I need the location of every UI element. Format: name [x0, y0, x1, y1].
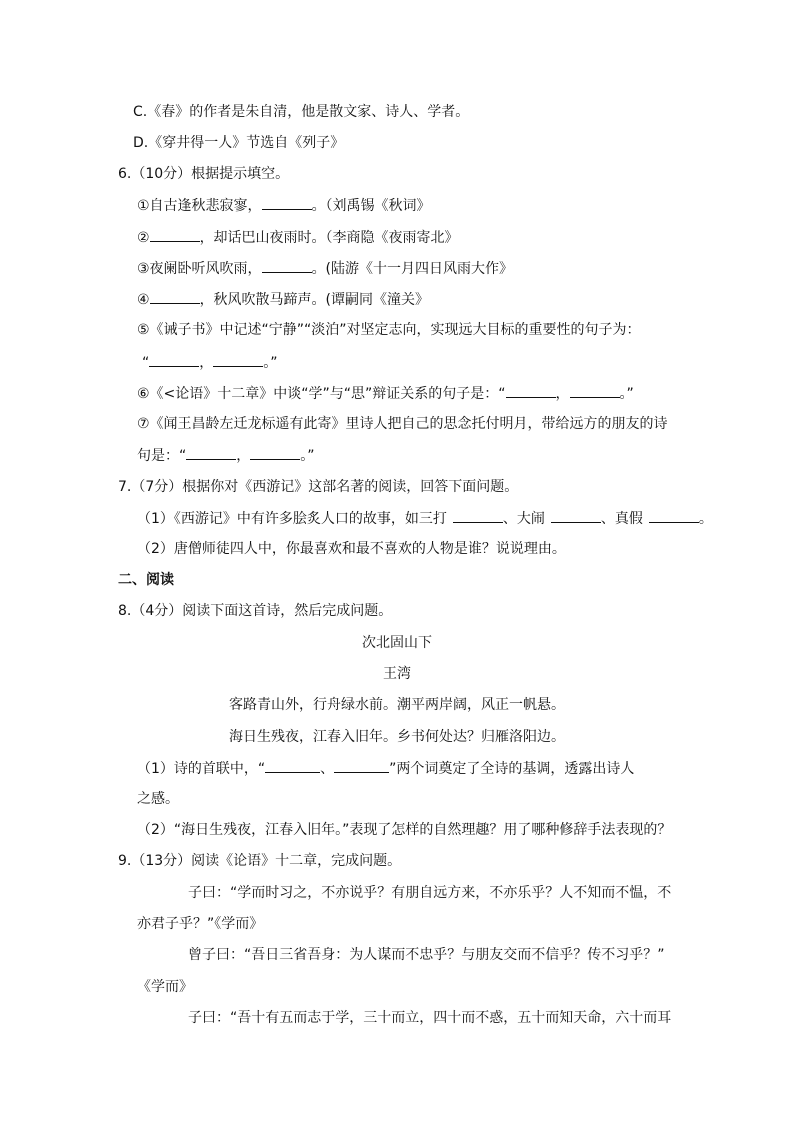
fill-blank[interactable] — [150, 227, 200, 242]
q6-item-4 — [137, 289, 429, 310]
q7-sub-2: （2）唐僧师徒四人中，你最喜欢和最不喜欢的人物是谁？说说理由。 — [137, 541, 566, 557]
q9-passage-1-line-1: 子曰：“学而时习之，不亦说乎？有朋自远方来，不亦乐乎？人不知而不愠，不 — [188, 885, 672, 901]
fill-blank[interactable] — [150, 289, 200, 304]
q8-sub-1-line-2: 之感。 — [137, 791, 179, 807]
q6-item-6-text: ⑥《<论语》十二章》中谈“学”与“思”辩证关系的句子是：“ — [137, 386, 506, 402]
q8-sub-1-text-a: （1）诗的首联中，“ — [137, 761, 266, 777]
fill-blank[interactable] — [551, 508, 601, 523]
comma: ， — [555, 386, 570, 402]
poem-line-2: 海日生残夜，江春入旧年。乡书何处达？归雁洛阳边。 — [229, 729, 565, 745]
quote-open: “ — [142, 355, 150, 371]
q8-sub-1-text-c: ”两个词奠定了全诗的基调，透露出诗人 — [389, 761, 635, 777]
fill-blank[interactable] — [265, 758, 320, 773]
fill-blank[interactable] — [453, 508, 503, 523]
fill-blank[interactable] — [506, 383, 556, 398]
q7-stem: 7.（7分）根据你对《西游记》这部名著的阅读，回答下面问题。 — [118, 479, 519, 495]
q8-sub-1-line-1 — [137, 758, 634, 779]
q9-passage-3-line-1: 子曰：“吾十有五而志于学，三十而立，四十而不惑，五十而知天命，六十而耳 — [188, 1010, 672, 1026]
q9-passage-1-line-2: 亦君子乎？”《学而》 — [137, 916, 264, 932]
q9-passage-2-line-1: 曾子曰：“吾日三省吾身：为人谋而不忠乎？与朋友交而不信乎？传不习乎？” — [188, 947, 665, 963]
quote-close: 。” — [619, 386, 634, 402]
q7-sub-1-text-c: 、真假 — [600, 511, 643, 527]
q6-item-1-text-a: ①自古逢秋悲寂寥， — [137, 198, 262, 214]
section-heading-reading: 二、阅读 — [118, 572, 174, 588]
q9-passage-2-line-2: 《学而》 — [137, 979, 193, 995]
q6-item-2-text-a: ② — [137, 230, 150, 246]
q6-item-3 — [137, 258, 513, 279]
q8-stem: 8.（4分）阅读下面这首诗，然后完成问题。 — [118, 603, 393, 619]
q6-item-2-text-b: ，却话巴山夜雨时。（李商隐《夜雨寄北》 — [199, 230, 459, 246]
fill-blank[interactable] — [262, 195, 312, 210]
q6-item-7-text: 句是：“ — [137, 448, 187, 464]
fill-blank[interactable] — [149, 352, 199, 367]
q6-item-3-text-a: ③夜阑卧听风吹雨， — [137, 261, 262, 277]
q6-stem: 6.（10分）根据提示填空。 — [118, 166, 290, 182]
q6-item-5-line-1: ⑤《诫子书》中记述“宁静”“淡泊”对坚定志向，实现远大目标的重要性的句子为： — [137, 322, 641, 338]
q6-item-2 — [137, 227, 459, 248]
q8-sub-2: （2）“海日生残夜，江春入旧年。”表现了怎样的自然理趣？用了哪种修辞手法表现的？ — [137, 822, 672, 838]
q6-item-5-line-2 — [142, 352, 278, 373]
q6-item-1-text-b: 。（刘禹锡《秋词》 — [311, 198, 431, 214]
q6-item-4-text-a: ④ — [137, 292, 150, 308]
comma: ， — [236, 448, 251, 464]
comma: ， — [199, 355, 214, 371]
separator: 、 — [320, 761, 335, 777]
poem-title: 次北固山下 — [362, 635, 432, 651]
q6-item-1 — [137, 195, 431, 216]
q6-item-7-line-2 — [137, 445, 315, 466]
quote-close: 。” — [300, 448, 315, 464]
q7-sub-1-text-d: 。 — [698, 511, 713, 527]
q7-sub-1-text-b: 、大闹 — [502, 511, 545, 527]
fill-blank[interactable] — [262, 258, 312, 273]
poem-line-1: 客路青山外，行舟绿水前。潮平两岸阔，风正一帆悬。 — [229, 697, 565, 713]
q5-option-c: C.《春》的作者是朱自清，他是散文家、诗人、学者。 — [133, 104, 470, 120]
fill-blank[interactable] — [570, 383, 620, 398]
q6-item-4-text-b: ，秋风吹散马蹄声。(谭嗣同《潼关》 — [199, 292, 430, 308]
fill-blank[interactable] — [649, 508, 699, 523]
q6-item-7-line-1: ⑦《闻王昌龄左迁龙标遥有此寄》里诗人把自己的思念托付明月，带给远方的朋友的诗 — [137, 416, 668, 432]
fill-blank[interactable] — [250, 445, 300, 460]
q7-sub-1 — [137, 508, 713, 529]
quote-close: 。” — [263, 355, 278, 371]
fill-blank[interactable] — [213, 352, 263, 367]
fill-blank[interactable] — [334, 758, 389, 773]
q6-item-6 — [137, 383, 634, 404]
q7-sub-1-text-a: （1）《西游记》中有许多脍炙人口的故事，如三打 — [137, 511, 447, 527]
fill-blank[interactable] — [186, 445, 236, 460]
q9-stem: 9.（13分）阅读《论语》十二章，完成问题。 — [118, 853, 402, 869]
q6-item-3-text-b: 。(陆游《十一月四日风雨大作》 — [311, 261, 514, 277]
poem-author: 王湾 — [383, 666, 411, 682]
q5-option-d: D.《穿井得一人》节选自《列子》 — [133, 135, 345, 151]
